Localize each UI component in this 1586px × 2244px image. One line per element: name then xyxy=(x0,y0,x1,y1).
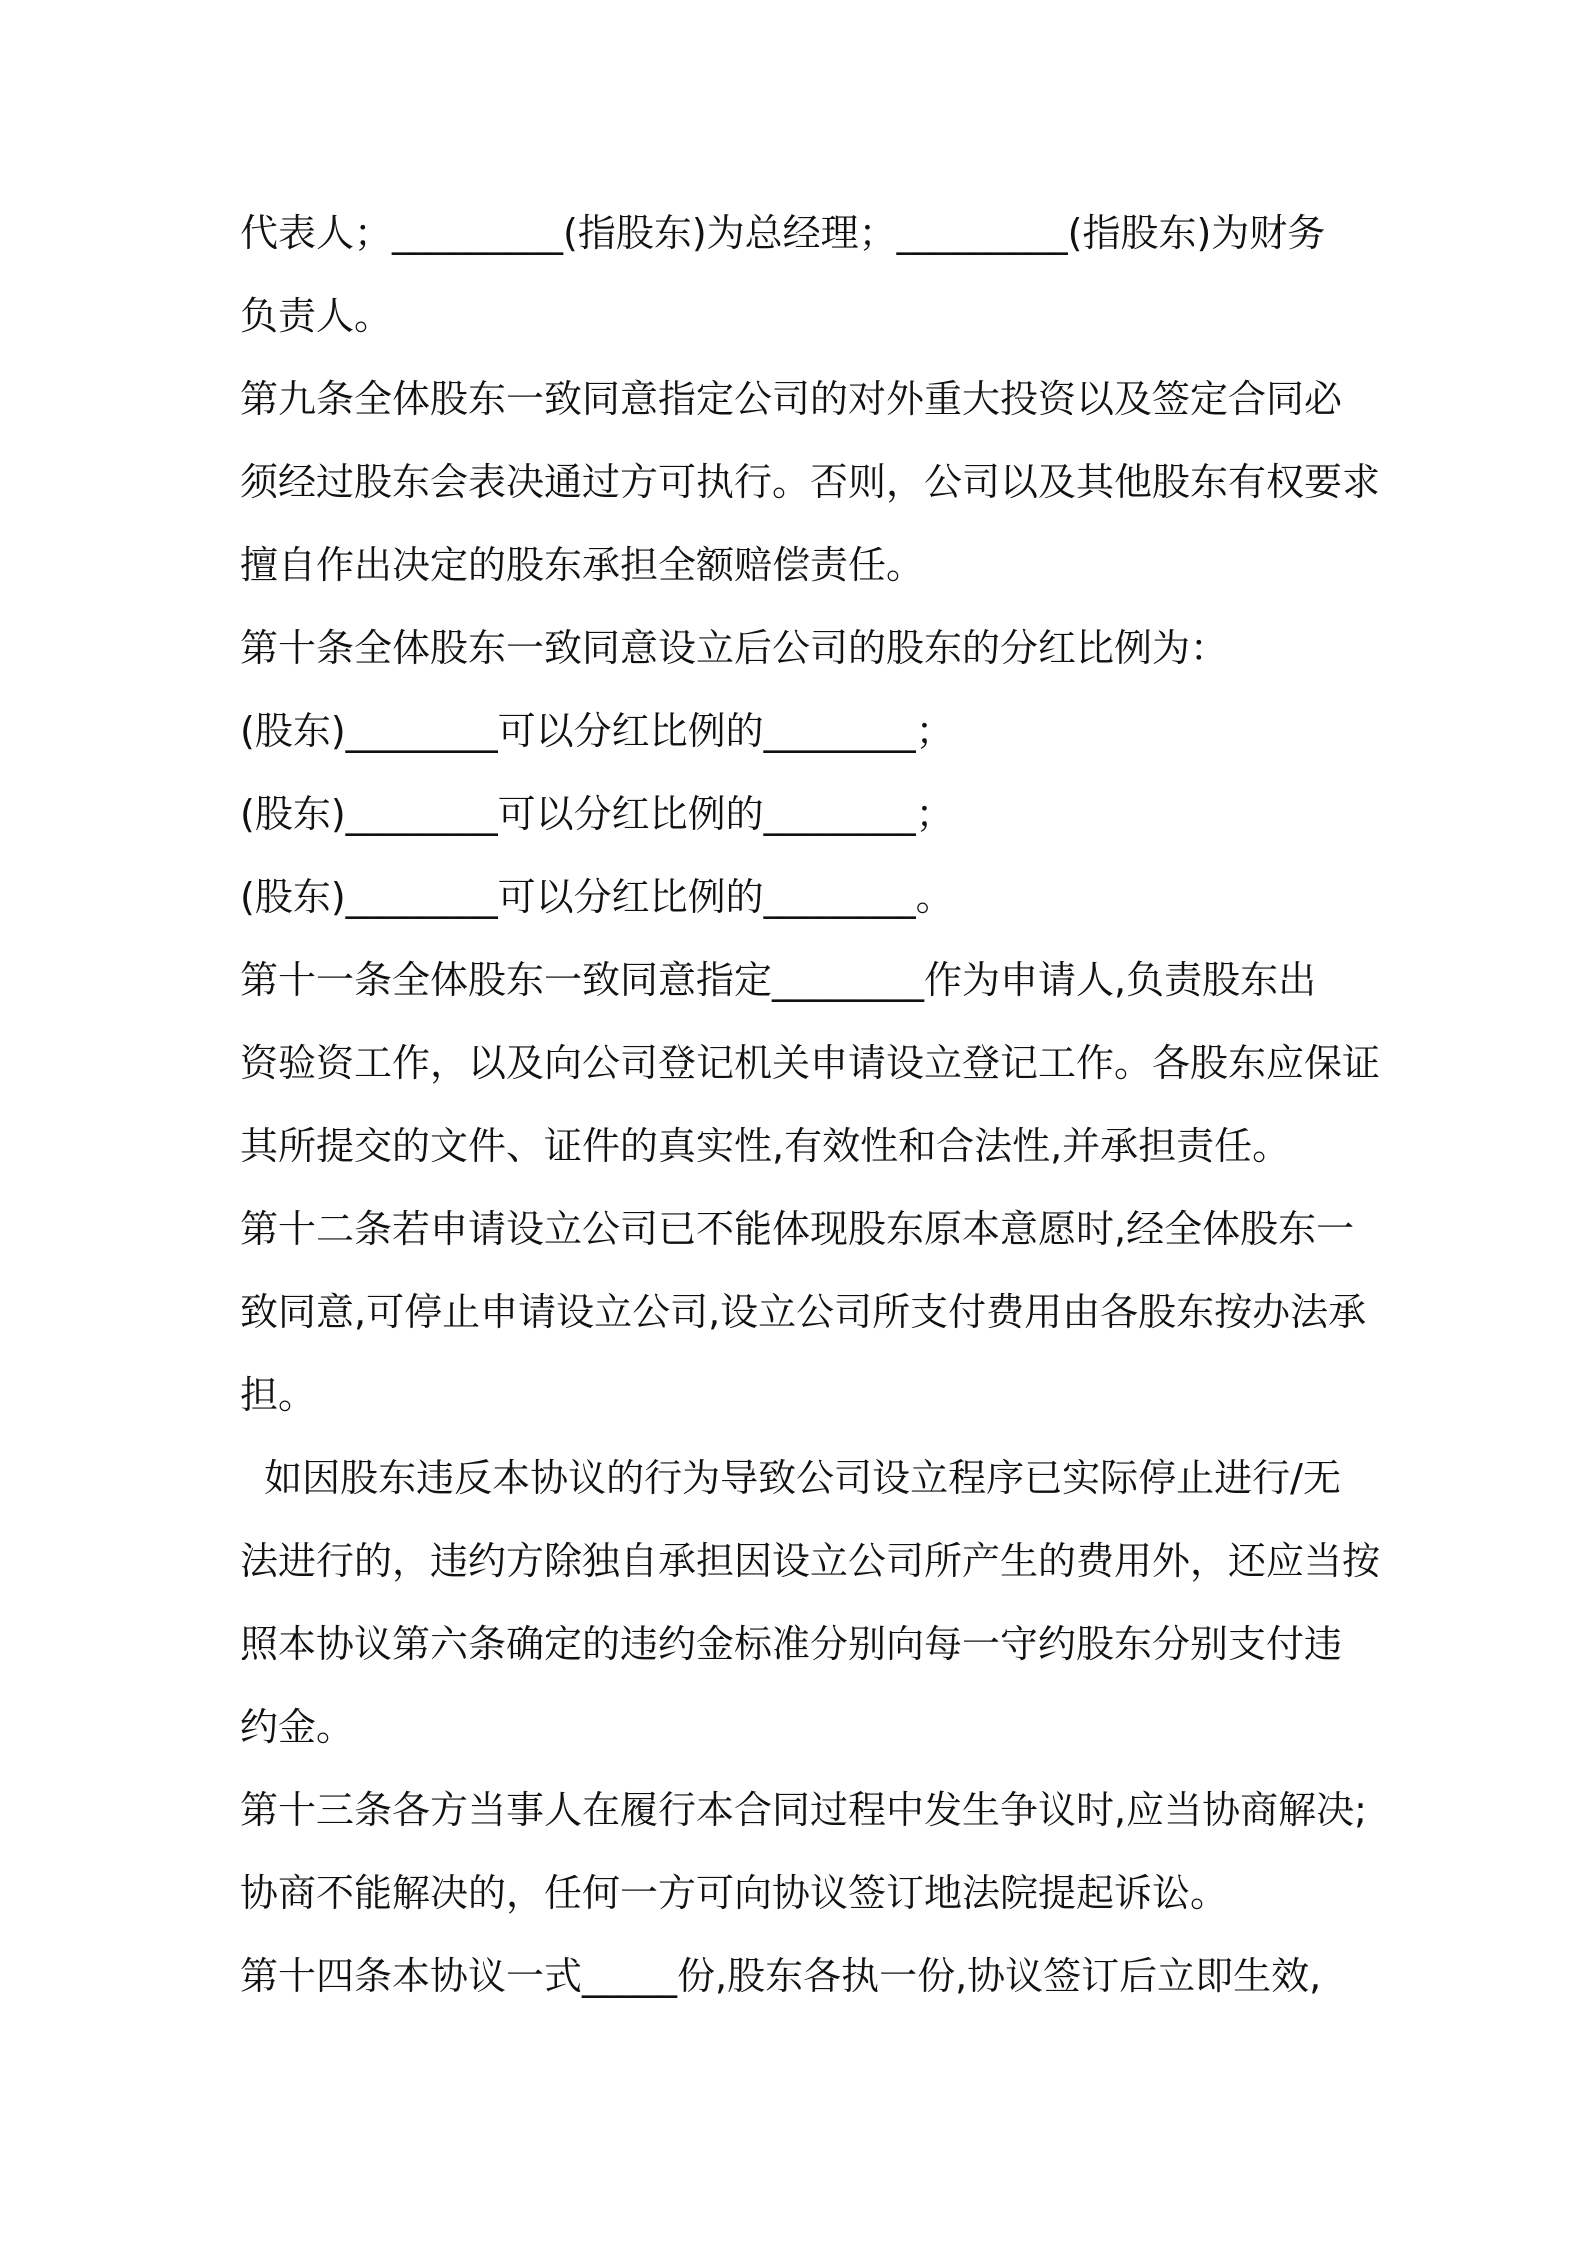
text-line: 第十条全体股东一致同意设立后公司的股东的分红比例为： xyxy=(240,626,1229,670)
text-line: 资验资工作，以及向公司登记机关申请设立登记工作。各股东应保证 xyxy=(240,1041,1381,1085)
text-line: 其所提交的文件、证件的真实性,有效性和合法性,并承担责任。 xyxy=(240,1124,1291,1168)
text-line: 约金。 xyxy=(240,1705,355,1749)
text-line: 第十一条全体股东一致同意指定________作为申请人,负责股东出 xyxy=(240,958,1317,1002)
text-line: 法进行的，违约方除独自承担因设立公司所产生的费用外，还应当按 xyxy=(240,1539,1381,1583)
text-line: 照本协议第六条确定的违约金标准分别向每一守约股东分别支付违 xyxy=(240,1622,1343,1666)
document-body xyxy=(240,192,1381,2018)
text-line: 担。 xyxy=(240,1373,317,1417)
text-line: (股东)________可以分红比例的________； xyxy=(240,792,954,836)
text-line: 第十四条本协议一式_____份,股东各执一份,协议签订后立即生效, xyxy=(240,1954,1322,1998)
text-line: 擅自作出决定的股东承担全额赔偿责任。 xyxy=(240,543,925,587)
text-line: 负责人。 xyxy=(240,294,393,338)
text-line: 第十二条若申请设立公司已不能体现股东原本意愿时,经全体股东一 xyxy=(240,1207,1355,1251)
text-line: (股东)________可以分红比例的________。 xyxy=(240,875,954,919)
text-line: 协商不能解决的，任何一方可向协议签订地法院提起诉讼。 xyxy=(240,1871,1229,1915)
text-line: 如因股东违反本协议的行为导致公司设立程序已实际停止进行/无 xyxy=(240,1456,1341,1500)
text-line: 第十三条各方当事人在履行本合同过程中发生争议时,应当协商解决; xyxy=(240,1788,1367,1832)
text-line: 第九条全体股东一致同意指定公司的对外重大投资以及签定合同必 xyxy=(240,377,1343,421)
text-line: 代表人；_________(指股东)为总经理；_________(指股东)为财务 xyxy=(240,211,1326,255)
text-line: 致同意,可停止申请设立公司,设立公司所支付费用由各股东按办法承 xyxy=(240,1290,1367,1334)
text-line: 须经过股东会表决通过方可执行。否则，公司以及其他股东有权要求 xyxy=(240,460,1381,504)
text-line: (股东)________可以分红比例的________； xyxy=(240,709,954,753)
